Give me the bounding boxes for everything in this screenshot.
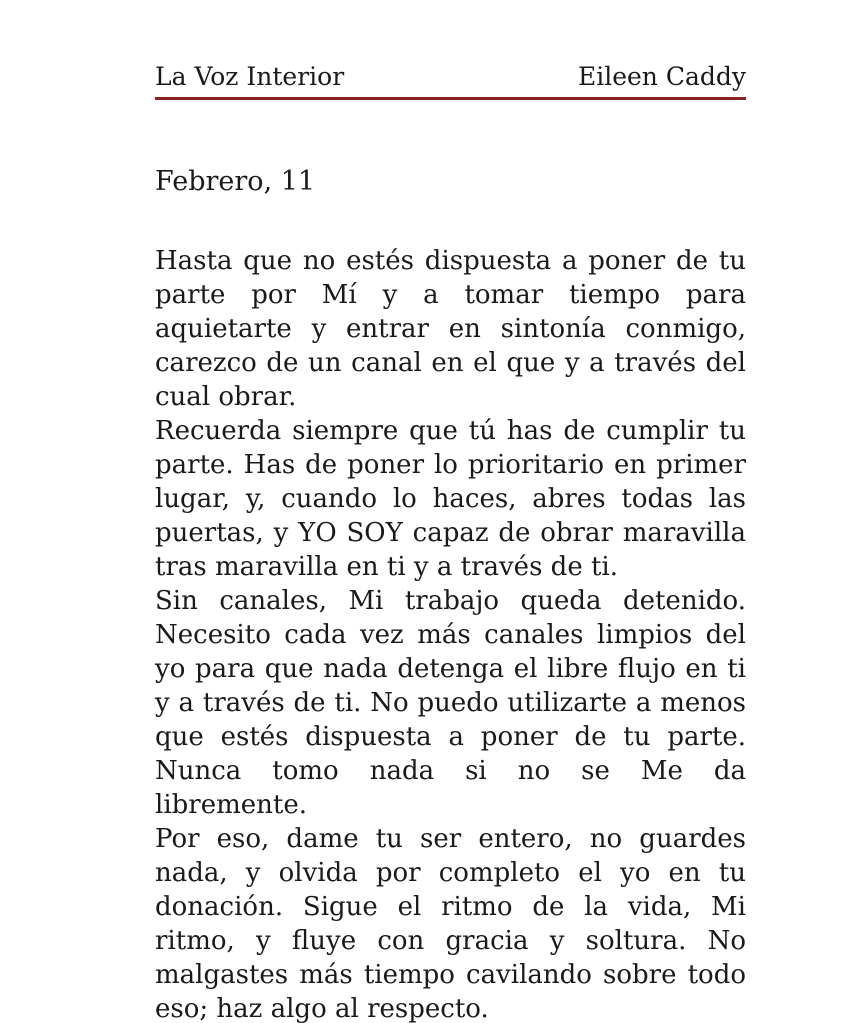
date-heading: Febrero, 11	[155, 166, 316, 197]
running-header	[155, 0, 746, 97]
body-paragraph: Por eso, dame tu ser entero, no guardes nada, y olvida por completo el yo en tu donación. Sigue el ritmo de la vida, Mi ritmo, y fluye con gracia y soltura. No malgastes más tiempo cavilando sobre todo eso; haz algo al respecto.	[155, 824, 746, 1023]
header-book-title: La Voz Interior	[155, 62, 345, 91]
page-content	[155, 0, 746, 1023]
body-text	[155, 244, 746, 1023]
body-paragraph: Recuerda siempre que tú has de cumplir tu parte. Has de poner lo prioritario en primer lugar, y, cuando lo haces, abres todas las puertas, y YO SOY capaz de obrar maravilla tras maravilla en ti y a través de ti.	[155, 416, 746, 582]
header-author: Eileen Caddy	[577, 62, 746, 91]
header-rule	[155, 97, 746, 100]
body-paragraph: Hasta que no estés dispuesta a poner de tu parte por Mí y a tomar tiempo para aquietarte y entrar en sintonía conmigo, carezco de un canal en el que y a través del cual obrar.	[155, 246, 746, 412]
body-paragraph: Sin canales, Mi trabajo queda detenido. Necesito cada vez más canales limpios del yo para que nada detenga el libre flujo en ti y a través de ti. No puedo utilizarte a menos que estés dispuesta a poner de tu parte. Nunca tomo nada si no se Me da libremente.	[155, 586, 746, 820]
